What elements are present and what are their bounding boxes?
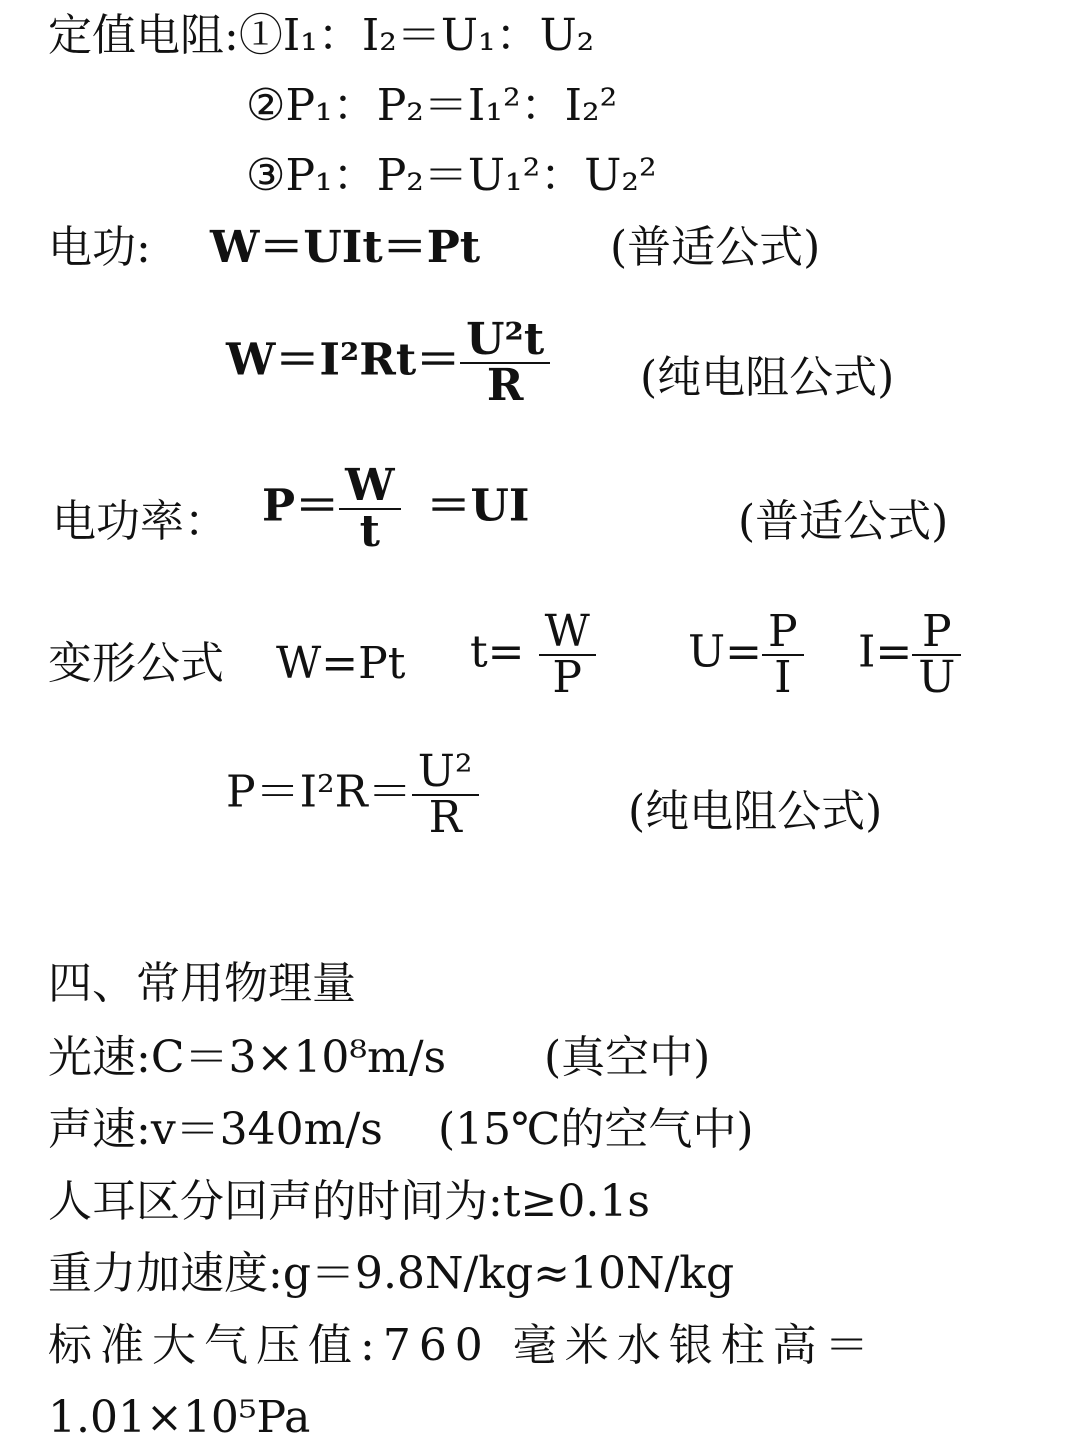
power-fraction — [339, 460, 400, 557]
power-fraction-numerator: W — [339, 464, 400, 510]
resistor-ratio-line-1 — [48, 10, 595, 61]
derived-u-numerator: P — [762, 610, 804, 656]
power-formula-left: P＝ — [262, 480, 340, 532]
pure-resistor-work-formula — [226, 314, 550, 411]
power-voltage-ratio: ③P₁：P₂＝U₁²：U₂² — [246, 150, 657, 201]
gravity-acceleration: 重力加速度:g＝9.8N/kg≈10N/kg — [48, 1248, 735, 1299]
power-pure-denominator: R — [428, 792, 462, 843]
power-pure-numerator: U² — [412, 750, 479, 796]
standard-pressure-value: 1.01×10⁵Pa — [48, 1392, 311, 1443]
derived-formulas-label: 变形公式 — [48, 638, 224, 689]
general-formula-note: (普适公式) — [610, 222, 821, 273]
derived-t-fraction — [539, 606, 596, 703]
speed-of-sound-note: (15℃的空气中) — [438, 1104, 754, 1155]
pure-resistor-power-note: (纯电阻公式) — [628, 786, 883, 837]
resistor-label: 定值电阻: — [48, 10, 239, 61]
derived-i-left: I= — [858, 626, 913, 678]
work-fraction-numerator: U²t — [460, 318, 550, 364]
electric-power-label: 电功率： — [52, 496, 228, 547]
derived-u-fraction — [762, 606, 804, 703]
pure-resistor-power-formula — [226, 746, 479, 843]
current-voltage-ratio: ①I₁：I₂＝U₁：U₂ — [238, 10, 595, 61]
power-formula-right: ＝UI — [426, 480, 530, 532]
work-fraction — [460, 314, 550, 411]
speed-of-sound: 声速:v＝340m/s — [48, 1104, 383, 1155]
echo-time: 人耳区分回声的时间为:t≥0.1s — [48, 1176, 650, 1227]
derived-i-denominator: U — [918, 652, 956, 703]
derived-t-denominator: P — [552, 652, 582, 703]
derived-i-fraction — [912, 606, 961, 703]
derived-t-numerator: W — [539, 610, 596, 656]
work-fraction-denominator: R — [486, 360, 524, 411]
work-formula-left: W＝I²Rt＝ — [226, 334, 461, 386]
speed-of-light: 光速:C＝3×10⁸m/s — [48, 1032, 447, 1083]
resistor-ratio-line-3 — [246, 150, 657, 201]
derived-u-denominator: I — [774, 652, 792, 703]
electric-work-label: 电功: — [48, 222, 151, 273]
power-pure-fraction — [412, 746, 479, 843]
pure-resistor-note: (纯电阻公式) — [640, 352, 895, 403]
derived-u-left: U= — [688, 626, 762, 678]
resistor-ratio-line-2 — [246, 80, 618, 131]
standard-pressure: 标准大气压值:760 毫米水银柱高＝ — [48, 1320, 877, 1371]
power-current-ratio: ②P₁：P₂＝I₁²：I₂² — [246, 80, 618, 131]
derived-i-numerator: P — [912, 610, 961, 656]
derived-formula-i — [858, 606, 961, 703]
speed-of-light-note: (真空中) — [544, 1032, 711, 1083]
section-heading: 四、常用物理量 — [48, 958, 356, 1009]
derived-formula-u — [688, 606, 804, 703]
derived-formula-t — [470, 606, 596, 703]
derived-t-left: t= — [470, 626, 525, 678]
electric-power-formula — [262, 460, 530, 557]
electric-work-line — [48, 222, 151, 273]
power-pure-left: P＝I²R＝ — [226, 766, 412, 818]
electric-work-formula: W＝UIt＝Pt — [210, 222, 481, 273]
derived-formula-w: W=Pt — [276, 638, 406, 689]
power-fraction-denominator: t — [359, 506, 380, 557]
power-general-note: (普适公式) — [738, 496, 949, 547]
